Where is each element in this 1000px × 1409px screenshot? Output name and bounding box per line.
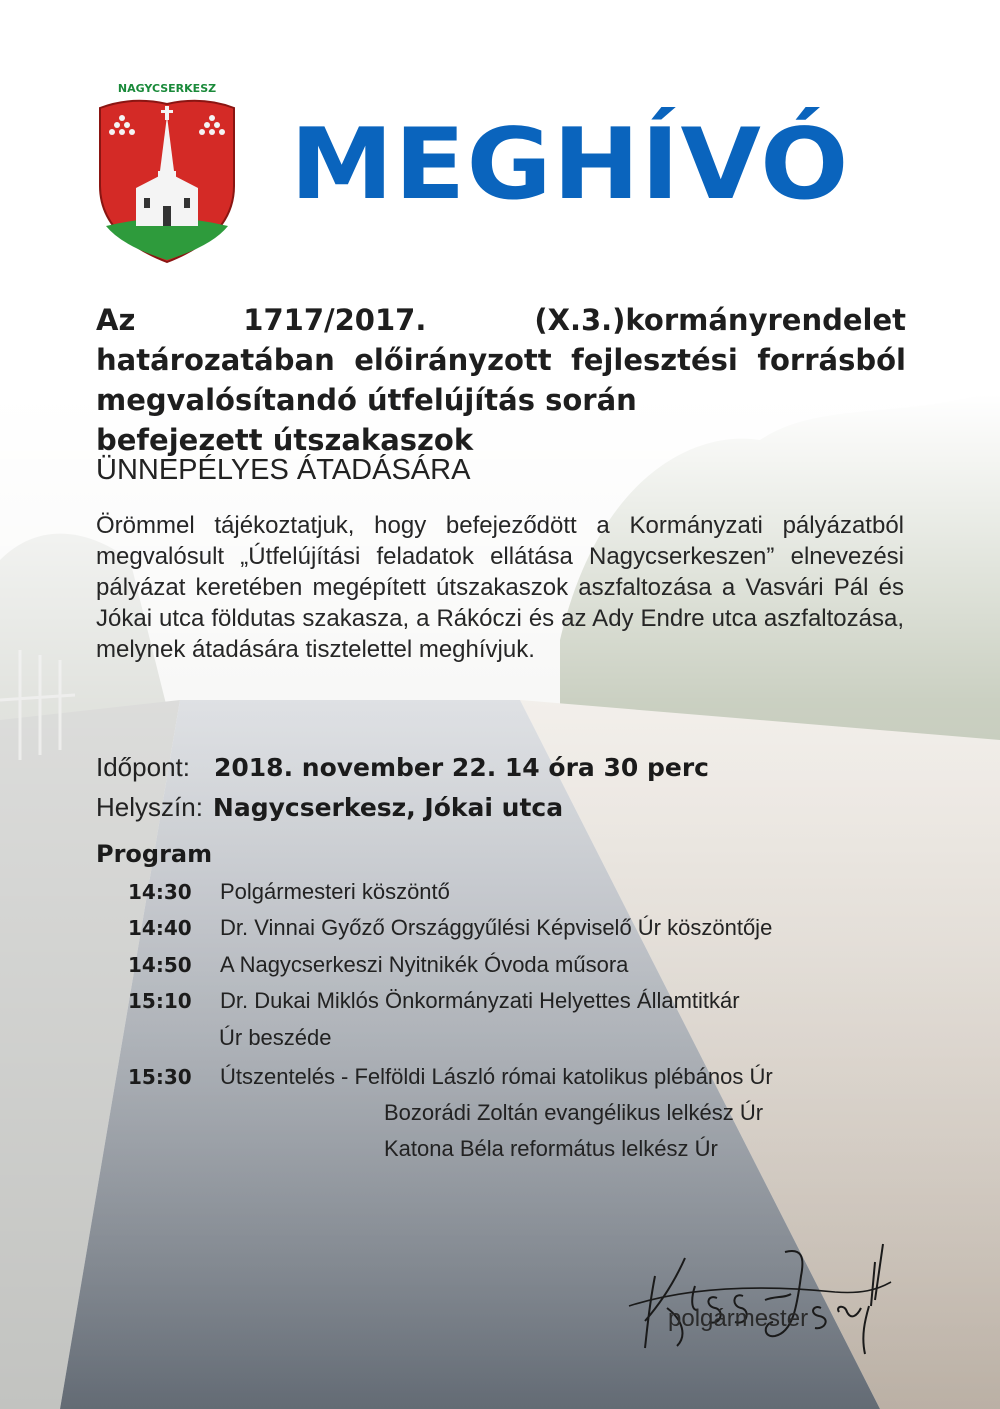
program-text-continuation: Bozorádi Zoltán evangélikus lelkész Úr bbox=[384, 1100, 764, 1125]
mayor-signature bbox=[625, 1236, 905, 1366]
program-text-continuation: Úr beszéde bbox=[219, 1025, 332, 1050]
program-text: Útszentelés - Felföldi László római katolikus plébános Úr bbox=[220, 1064, 773, 1089]
event-time-value: 2018. november 22. 14 óra 30 perc bbox=[213, 753, 709, 782]
crest-town-name: NAGYCSERKESZ bbox=[117, 82, 217, 95]
intro-paragraph: Örömmel tájékoztatjuk, hogy befejeződött a Kormányzati pályázatból megvalósult „Útfelújítási feladatok ellátása Nagycserkeszen” elnevezési pályázat keretében megépített útszakaszok aszfaltozása a Vasvári Pál és Jókai utca földutas szakasza, a Rákóczi és az Ady Endre utca aszfaltozása, melynek átadására tisztelettel meghívjuk. bbox=[96, 512, 904, 663]
headline bbox=[96, 300, 906, 460]
program-text: Dr. Vinnai Győző Országgyűlési Képviselő Úr köszöntője bbox=[220, 915, 773, 940]
nagycserkesz-coat-of-arms bbox=[92, 76, 242, 266]
event-place-label: Helyszín: bbox=[96, 792, 203, 822]
program-time: 14:50 bbox=[128, 953, 192, 977]
program-time: 14:40 bbox=[128, 916, 192, 940]
subheadline: ÜNNEPÉLYES ÁTADÁSÁRA bbox=[96, 454, 471, 486]
program-item bbox=[128, 877, 450, 907]
program-text: A Nagycserkeszi Nyitnikék Óvoda műsora bbox=[220, 952, 629, 977]
program-item bbox=[128, 986, 740, 1016]
program-text: Dr. Dukai Miklós Önkormányzati Helyettes Államtitkár bbox=[220, 988, 740, 1013]
event-place bbox=[96, 790, 563, 825]
signatory-role: polgármester bbox=[668, 1305, 809, 1332]
event-time bbox=[96, 750, 709, 785]
program-time: 14:30 bbox=[128, 880, 192, 904]
headline-line: határozatában előirányzott fejlesztési bbox=[96, 343, 738, 377]
program-text-continuation: Katona Béla református lelkész Úr bbox=[384, 1136, 718, 1161]
program-item bbox=[128, 950, 628, 980]
program-time: 15:30 bbox=[128, 1065, 192, 1089]
event-time-label: Időpont: bbox=[96, 752, 190, 782]
headline-line: forrásból megvalósítandó útfelújítás során bbox=[96, 343, 906, 417]
program-item bbox=[128, 913, 772, 943]
program-item bbox=[128, 1062, 773, 1092]
program-text: Polgármesteri köszöntő bbox=[220, 879, 450, 904]
program-time: 15:10 bbox=[128, 989, 192, 1013]
event-place-value: Nagycserkesz, Jókai utca bbox=[212, 793, 564, 822]
headline-line: befejezett útszakaszok bbox=[96, 423, 474, 457]
program-title: Program bbox=[96, 840, 213, 868]
invitation-title: MEGHÍVÓ bbox=[290, 108, 850, 222]
headline-line: Az 1717/2017. (X.3.)kormányrendelet bbox=[96, 303, 906, 337]
